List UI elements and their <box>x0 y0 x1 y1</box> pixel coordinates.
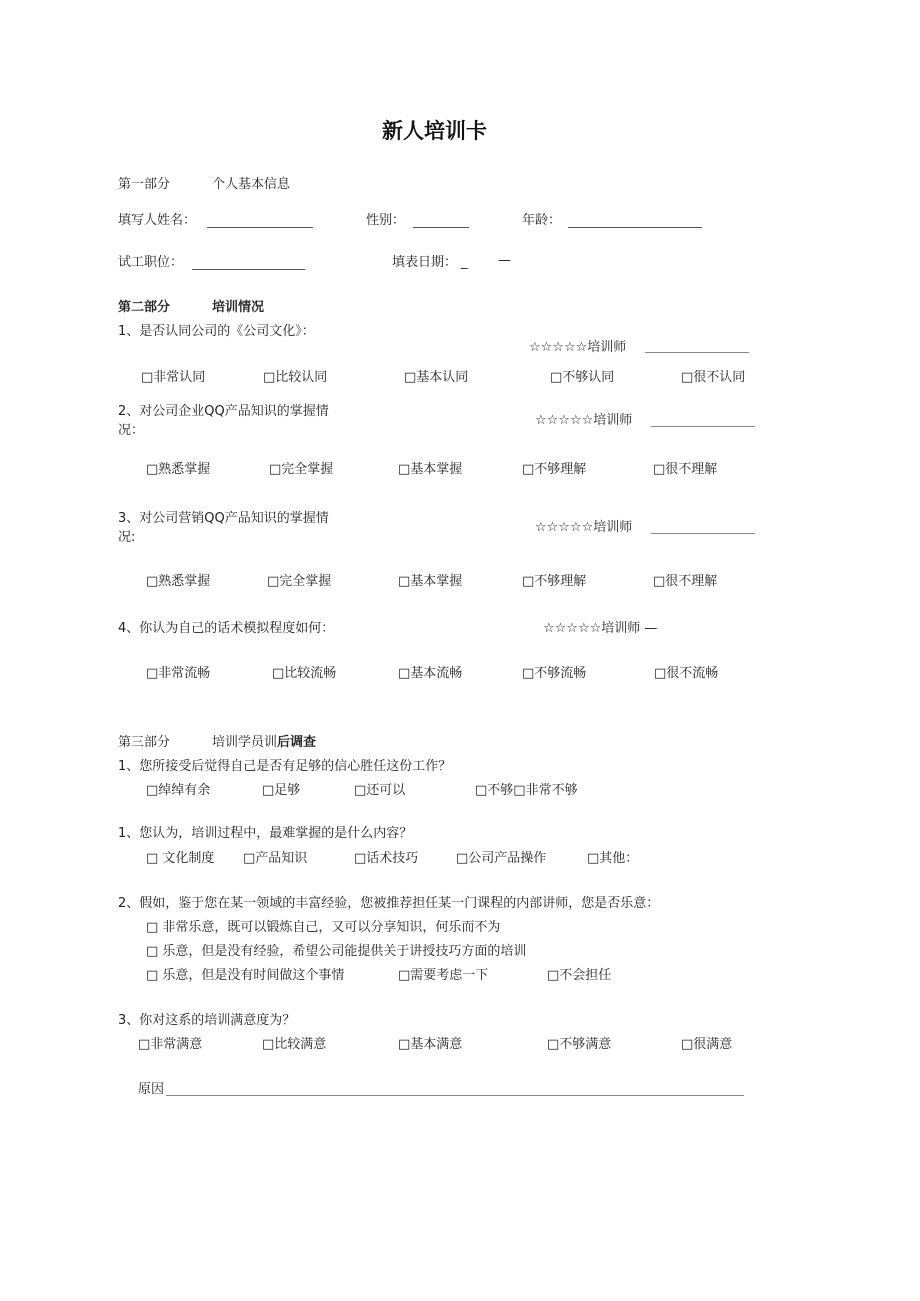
q1-trainer-rating[interactable]: ☆☆☆☆☆培训师 <box>529 340 627 355</box>
part2-q2-text-line1: 2、对公司企业QQ产品知识的掌握情 <box>118 404 329 419</box>
position-label: 试工职位： <box>118 255 184 270</box>
part3-q3-text: 3、你对这系的培训满意度为？ <box>118 1013 296 1028</box>
part2-q3-text-line1: 3、对公司营销QQ产品知识的掌握情 <box>118 511 329 526</box>
part3-q2-option[interactable]: □ 非常乐意，既可以锻炼自己，又可以分享知识，何乐而不为 <box>146 920 501 935</box>
part2-q2-option[interactable]: □基本掌握 <box>398 462 463 477</box>
part2-q4-option[interactable]: □比较流畅 <box>272 666 337 681</box>
part2-q3-text-line2: 况: <box>118 530 136 545</box>
name-label: 填写人姓名： <box>118 213 197 228</box>
part3-q1a-option[interactable]: □不够□非常不够 <box>475 783 578 798</box>
part3-q3-option[interactable]: □比较满意 <box>262 1037 327 1052</box>
part3-heading-label: 第三部分 <box>118 735 171 750</box>
part3-q2-option[interactable]: □需要考虑一下 <box>398 968 489 983</box>
part3-q1a-option[interactable]: □足够 <box>262 783 301 798</box>
date-field[interactable]: _ <box>461 255 468 270</box>
part2-heading-name: 培训情况 <box>212 300 265 315</box>
part1-heading-label: 第一部分 <box>118 177 171 192</box>
part2-q1-option[interactable]: □不够认同 <box>550 370 615 385</box>
gender-field[interactable] <box>413 227 469 228</box>
part3-q1b-option[interactable]: □其他： <box>587 851 639 866</box>
gender-label: 性别： <box>366 213 406 228</box>
part3-q1b-option[interactable]: □产品知识 <box>243 851 308 866</box>
part2-q2-text-line2: 况： <box>118 423 145 438</box>
part3-q1b-text: 1、您认为，培训过程中，最难掌握的是什么内容？ <box>118 826 413 841</box>
part2-q3-option[interactable]: □不够理解 <box>522 574 587 589</box>
part3-q3-option[interactable]: □非常满意 <box>138 1037 203 1052</box>
date-label: 填表日期： <box>392 255 458 270</box>
part2-q2-option[interactable]: □不够理解 <box>522 462 587 477</box>
reason-label: 原因 <box>138 1082 165 1097</box>
date-dash: — <box>498 253 511 268</box>
part2-q3-option[interactable]: □完全掌握 <box>267 574 332 589</box>
part3-q3-option[interactable]: □基本满意 <box>398 1037 463 1052</box>
part3-heading-name-a: 培训学员训 <box>212 735 278 750</box>
age-field[interactable] <box>568 227 702 228</box>
part2-q4-option[interactable]: □非常流畅 <box>146 666 211 681</box>
part2-q1-text: 1、是否认同公司的《公司文化》： <box>118 324 315 339</box>
part2-q3-option[interactable]: □很不理解 <box>653 574 718 589</box>
part2-q2-option[interactable]: □很不理解 <box>653 462 718 477</box>
name-field[interactable] <box>207 227 313 228</box>
part3-q2-text: 2、假如，鉴于您在某一领域的丰富经验，您被推荐担任某一门课程的内部讲师，您是否乐意： <box>118 896 660 911</box>
q2-trainer-rating[interactable]: ☆☆☆☆☆培训师 <box>535 413 633 428</box>
q3-trainer-rating[interactable]: ☆☆☆☆☆培训师 <box>535 520 633 535</box>
part3-q3-option[interactable]: □不够满意 <box>547 1037 612 1052</box>
part3-q1a-option[interactable]: □绰绰有余 <box>146 783 211 798</box>
age-label: 年龄： <box>522 213 562 228</box>
part1-heading-name: 个人基本信息 <box>212 177 291 192</box>
part3-q1b-option[interactable]: □公司产品操作 <box>456 851 547 866</box>
part2-q1-option[interactable]: □很不认同 <box>681 370 746 385</box>
part3-q1b-option[interactable]: □话术技巧 <box>354 851 419 866</box>
part2-q4-option[interactable]: □很不流畅 <box>654 666 719 681</box>
part2-q1-option[interactable]: □基本认同 <box>404 370 469 385</box>
q2-trainer-field[interactable] <box>651 426 755 427</box>
part3-q3-option[interactable]: □很满意 <box>681 1037 733 1052</box>
part3-heading-name <box>212 736 316 749</box>
part3-q2-option[interactable]: □ 乐意，但是没有经验，希望公司能提供关于讲授技巧方面的培训 <box>146 944 527 959</box>
part2-q2-option[interactable]: □熟悉掌握 <box>146 462 211 477</box>
part3-q1b-option[interactable]: □ 文化制度 <box>146 851 215 866</box>
part3-heading-name-b: 后调查 <box>277 735 317 750</box>
part2-q3-option[interactable]: □熟悉掌握 <box>146 574 211 589</box>
part3-q2-option[interactable]: □不会担任 <box>547 968 612 983</box>
part2-q4-option[interactable]: □基本流畅 <box>398 666 463 681</box>
part2-q4-option[interactable]: □不够流畅 <box>522 666 587 681</box>
part3-q2-option[interactable]: □ 乐意，但是没有时间做这个事情 <box>146 968 345 983</box>
part2-q1-option[interactable]: □非常认同 <box>141 370 206 385</box>
position-field[interactable] <box>192 269 305 270</box>
part2-heading-label: 第二部分 <box>118 300 171 315</box>
part2-q3-option[interactable]: □基本掌握 <box>398 574 463 589</box>
part2-q1-option[interactable]: □比较认同 <box>263 370 328 385</box>
page-title: 新人培训卡 <box>382 119 487 143</box>
part3-q1a-text: 1、您所接受后觉得自己是否有足够的信心胜任这份工作？ <box>118 759 452 774</box>
reason-field[interactable] <box>166 1095 744 1096</box>
q3-trainer-field[interactable] <box>651 533 755 534</box>
q1-trainer-field[interactable] <box>645 352 749 353</box>
part2-q4-text: 4、你认为自己的话术模拟程度如何： <box>118 621 335 636</box>
q4-trainer-rating[interactable]: ☆☆☆☆☆培训师 — <box>543 621 658 636</box>
part3-q1a-option[interactable]: □还可以 <box>354 783 406 798</box>
part2-q2-option[interactable]: □完全掌握 <box>269 462 334 477</box>
